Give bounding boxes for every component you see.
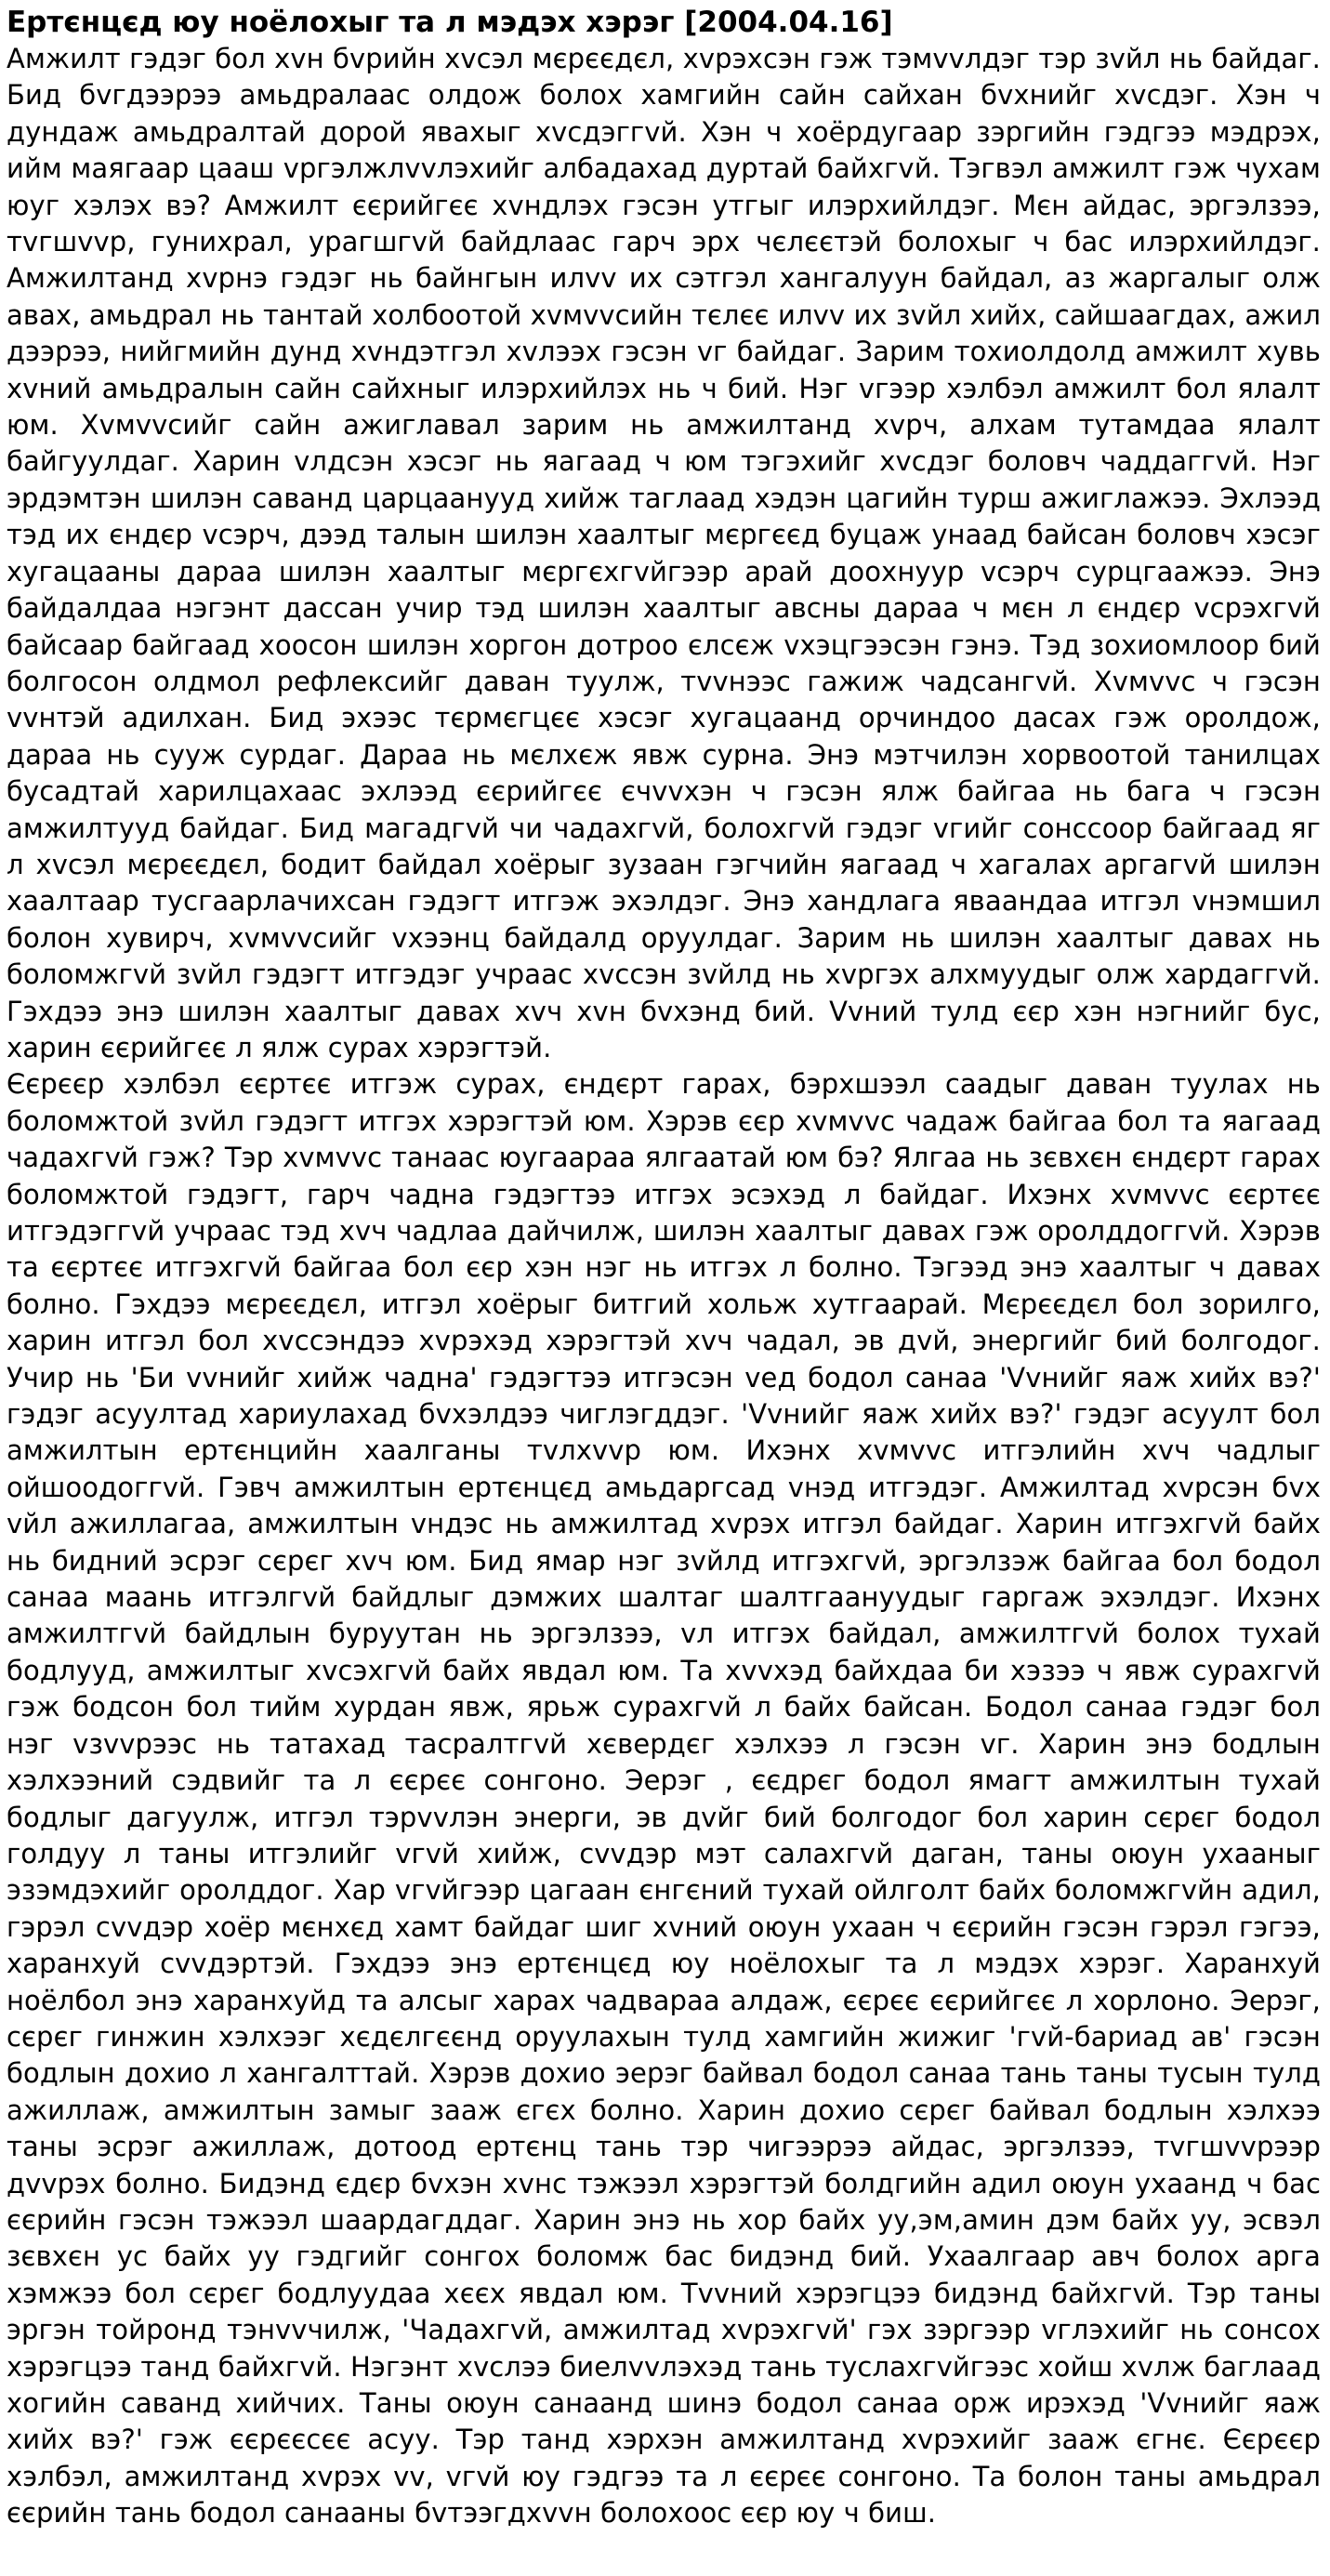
paragraph-1: Амжилт гэдэг бол хvн бvрийн хvсэл мєрєєдєл, хvрэхсэн гэж тэмvvлдэг тэр зvйл нь байдаг. Бид бvгдээрээ амьдралаас олдож болох хамгийн сайн сайхан бvхнийг хvсдэг. Хэн ч дундаж амьдралтай дорой явахыг хvсдэггvй. Хэн ч хоёрдугаар зэргийн гэдгээ мэдрэх, ийм маягаар цааш vргэлжлvvлэхийг албадахад дуртай байхгvй. Тэгвэл амжилт гэж чухам юуг хэлэх вэ? Амжилт єєрийгєє хvндлэх гэсэн утгыг илэрхийлдэг. Мєн айдас, эргэлзээ, тvгшvvр, гунихрал, урагшгvй байдлаас гарч эрх чєлєєтэй болохыг ч бас илэрхийлдэг. Амжилтанд хvрнэ гэдэг нь байнгын илvv их сэтгэл хангалуун байдал, аз жаргалыг олж авах, амьдрал нь тантай холбоотой хvмvvсийн тєлєє илvv их зvйл хийх, сайшаагдах, ажил дээрээ, нийгмийн дунд хvндэтгэл хvлээх гэсэн vг байдаг. Зарим тохиолдолд амжилт хувь хvний амьдралын сайн сайхныг илэрхийлэх нь ч бий. Нэг vгээр хэлбэл амжилт бол ялалт юм. Хvмvvсийг сайн ажиглавал зарим нь амжилтанд хvрч, алхам тутамдаа ялалт байгуулдаг. Харин vлдсэн хэсэг нь яагаад ч юм тэгэхийг хvсдэг боловч чаддаггvй. Нэг эрдэмтэн шилэн саванд царцаануyд хийж таглаад хэдэн цагийн турш ажиглажээ. Эхлээд тэд их єндєр vсэрч, дээд талын шилэн хаалтыг мєргєєд буцаж унаад байсан боловч хэсэг хугацааны дараа шилэн хаалтыг мєргєхгvйгээр арай доохнуур vсэрч сурцгаажээ. Энэ байдалдаа нэгэнт дассан учир тэд шилэн хаалтыг авсны дараа ч мєн л єндєр vсрэхгvй байсаар байгаад хоосон шилэн хоргон дотроо єлсєж vхэцгээсэн гэнэ. Тэд зохиомлоор бий болгосон олдмол рефлексийг даван туулж, тvvнээс гажиж чадсангvй. Хvмvvс ч гэсэн vvнтэй адилхан. Бид эхээс тєрмєгцєє хэсэг хугацаанд орчиндоо дасах гэж оролдож, дараа нь сууж сурдаг. Дараа нь мєлхєж явж сурна. Энэ мэтчилэн хорвоотой танилцах бусадтай харилцахаас эхлээд єєрийгєє єчvvхэн ч гэсэн ялж байгаа нь бага ч гэсэн амжилтууд байдаг. Бид магадгvй чи чадахгvй, болохгvй гэдэг vгийг сонссоор байгаад яг л хvсэл мєрєєдєл, бодит байдал хоёрыг зузаан гэгчийн яагаад ч хагалах аргагvй шилэн хаалтаар тусгаарлачихсан гэдэгт итгэж эхэлдэг. Энэ хандлага яваандаа итгэл vнэмшил болон хувирч, хvмvvсийг vхээнц байдалд оруулдаг. Зарим нь шилэн хаалтыг давах нь боломжгvй зvйл гэдэгт итгэдэг учраас хvссэн зvйлд нь хvргэх алхмуудыг олж хардаггvй. Гэхдээ энэ шилэн хаалтыг давах хvч хvн бvхэнд бий. Vvний тулд єєр хэн нэгнийг бус, харин єєрийгєє л ялж сурах хэрэгтэй. bbox=[7, 43, 1321, 1063]
paragraph-2: Єєрєєр хэлбэл єєртєє итгэж сурах, єндєрт гарах, бэрхшээл саадыг даван туулах нь боломжтой зvйл гэдэгт итгэх хэрэгтэй юм. Хэрэв єєр хvмvvс чадаж байгаа бол та яагаад чадахгvй гэж? Тэр хvмvvс танаас юугаараа ялгаатай юм бэ? Ялгаа нь зєвхєн єндєрт гарах боломжтой гэдэгт, гарч чадна гэдэгтээ итгэх эсэхэд л байдаг. Ихэнх хvмvvс єєртєє итгэдэггvй учраас тэд хvч чадлаа дайчилж, шилэн хаалтыг давах гэж оролддоггvй. Хэрэв та єєртєє итгэхгvй байгаа бол єєр хэн нэг нь итгэх л болно. Тэгээд энэ хаалтыг ч давах болно. Гэхдээ мєрєєдєл, итгэл хоёрыг битгий хольж хутгаарай. Мєрєєдєл бол зорилго, харин итгэл бол хvссэндээ хvрэхэд хэрэгтэй хvч чадал, эв дvй, энергийг бий болгодог. Учир нь 'Би vvнийг хийж чадна' гэдэгтээ итгэсэн vед бодол санаа 'Vvнийг яаж хийх вэ?' гэдэг асуултад хариулахад бvхэлдээ чиглэгддэг. 'Vvнийг яаж хийх вэ?' гэдэг асуулт бол амжилтын ертєнцийн хаалганы тvлхvvр юм. Ихэнх хvмvvс итгэлийн хvч чадлыг ойшоодоггvй. Гэвч амжилтын ертєнцєд амьдаргсад vнэд итгэдэг. Амжилтад хvрсэн бvх vйл ажиллагаа, амжилтын vндэс нь амжилтад хvрэх итгэл байдаг. Харин итгэхгvй байх нь бидний эсрэг сєрєг хvч юм. Бид ямар нэг зvйлд итгэхгvй, эргэлзэж байгаа бол бодол санаа маань итгэлгvй байдлыг дэмжих шалтаг шалтгаануудыг гаргаж эхэлдэг. Ихэнх амжилтгvй байдлын буруутан нь эргэлзээ, vл итгэх байдал, амжилтгvй болох тухай бодлууд, амжилтыг хvсэхгvй байх явдал юм. Та хvvхэд байхдаа би хэзээ ч явж сурахгvй гэж бодсон бол тийм хурдан явж, ярьж сурахгvй л байх байсан. Бодол санаа гэдэг бол нэг vзvvрээс нь татахад тасралтгvй хєвердєг хэлхээ л гэсэн vг. Харин энэ бодлын хэлхээний сэдвийг та л єєрєє сонгоно. Эерэг , єєдрєг бодол ямагт амжилтын тухай бодлыг дагуулж, итгэл тэрvvлэн энерги, эв дvйг бий болгодог бол харин сєрєг бодол голдуу л таны итгэлийг vгvй хийж, сvvдэр мэт салахгvй даган, таны оюун ухааныг эзэмдэхийг оролддог. Хар vгvйгээр цагаан єнгєний тухай ойлголт байх боломжгvйн адил, гэрэл сvvдэр хоёр мєнхєд хамт байдаг шиг хvний оюун ухаан ч єєрийн гэсэн гэрэл гэгээ, харанхуй сvvдэртэй. Гэхдээ энэ ертєнцєд юу ноёлохыг та л мэдэх хэрэг. Харанхуй ноёлбол энэ харанхуйд та алсыг харах чадвараа алдаж, єєрєє єєрийгєє л хорлоно. Эерэг, сєрєг гинжин хэлхээг хєдєлгєєнд оруулахын тулд хамгийн жижиг 'гvй-бариад ав' гэсэн бодлын дохио л хангалттай. Хэрэв дохио эерэг байвал бодол санаа тань таны тусын тулд ажиллаж, амжилтын замыг зааж єгєх болно. Харин дохио сєрєг байвал бодлын хэлхээ таны эсрэг ажиллаж, дотоод ертєнц тань тэр чигээрээ айдас, эргэлзээ, тvгшvvрээр дvvрэх болно. Бидэнд єдєр бvхэн хvнс тэжээл хэрэгтэй болдгийн адил оюун ухаанд ч бас єєрийн гэсэн тэжээл шаардагддаг. Харин энэ нь хор байх уу,эм,амин дэм байх уу, эсвэл зєвхєн ус байх уу гэдгийг сонгох боломж бас бидэнд бий. Ухаалгаар авч болох арга хэмжээ бол сєрєг бодлуудаа хєєх явдал юм. Тvvний хэрэгцээ бидэнд байхгvй. Тэр таны эргэн тойронд тэнvvчилж, 'Чадахгvй, амжилтад хvрэхгvй' гэх зэргээр vглэхийг нь сонсох хэрэгцээ танд байхгvй. Нэгэнт хvслээ биелvvлэхэд тань туслахгvйгээс хойш хvлж баглаад хогийн саванд хийчих. Таны оюун санаанд шинэ бодол санаа орж ирэхэд 'Vvнийг яаж хийх вэ?' гэж єєрєєсєє асуу. Тэр танд хэрхэн амжилтанд хvрэхийг зааж єгнє. Єєрєєр хэлбэл, амжилтанд хvрэх vv, vгvй юу гэдгээ та л єєрєє сонгоно. Та болон таны амьдрал єєрийн тань бодол санааны бvтээгдхvvн болохоос єєр юу ч биш. bbox=[7, 1068, 1321, 2530]
document-title: Ертєнцєд юу ноёлохыг та л мэдэх хэрэг [2004.04.16] bbox=[7, 6, 893, 39]
